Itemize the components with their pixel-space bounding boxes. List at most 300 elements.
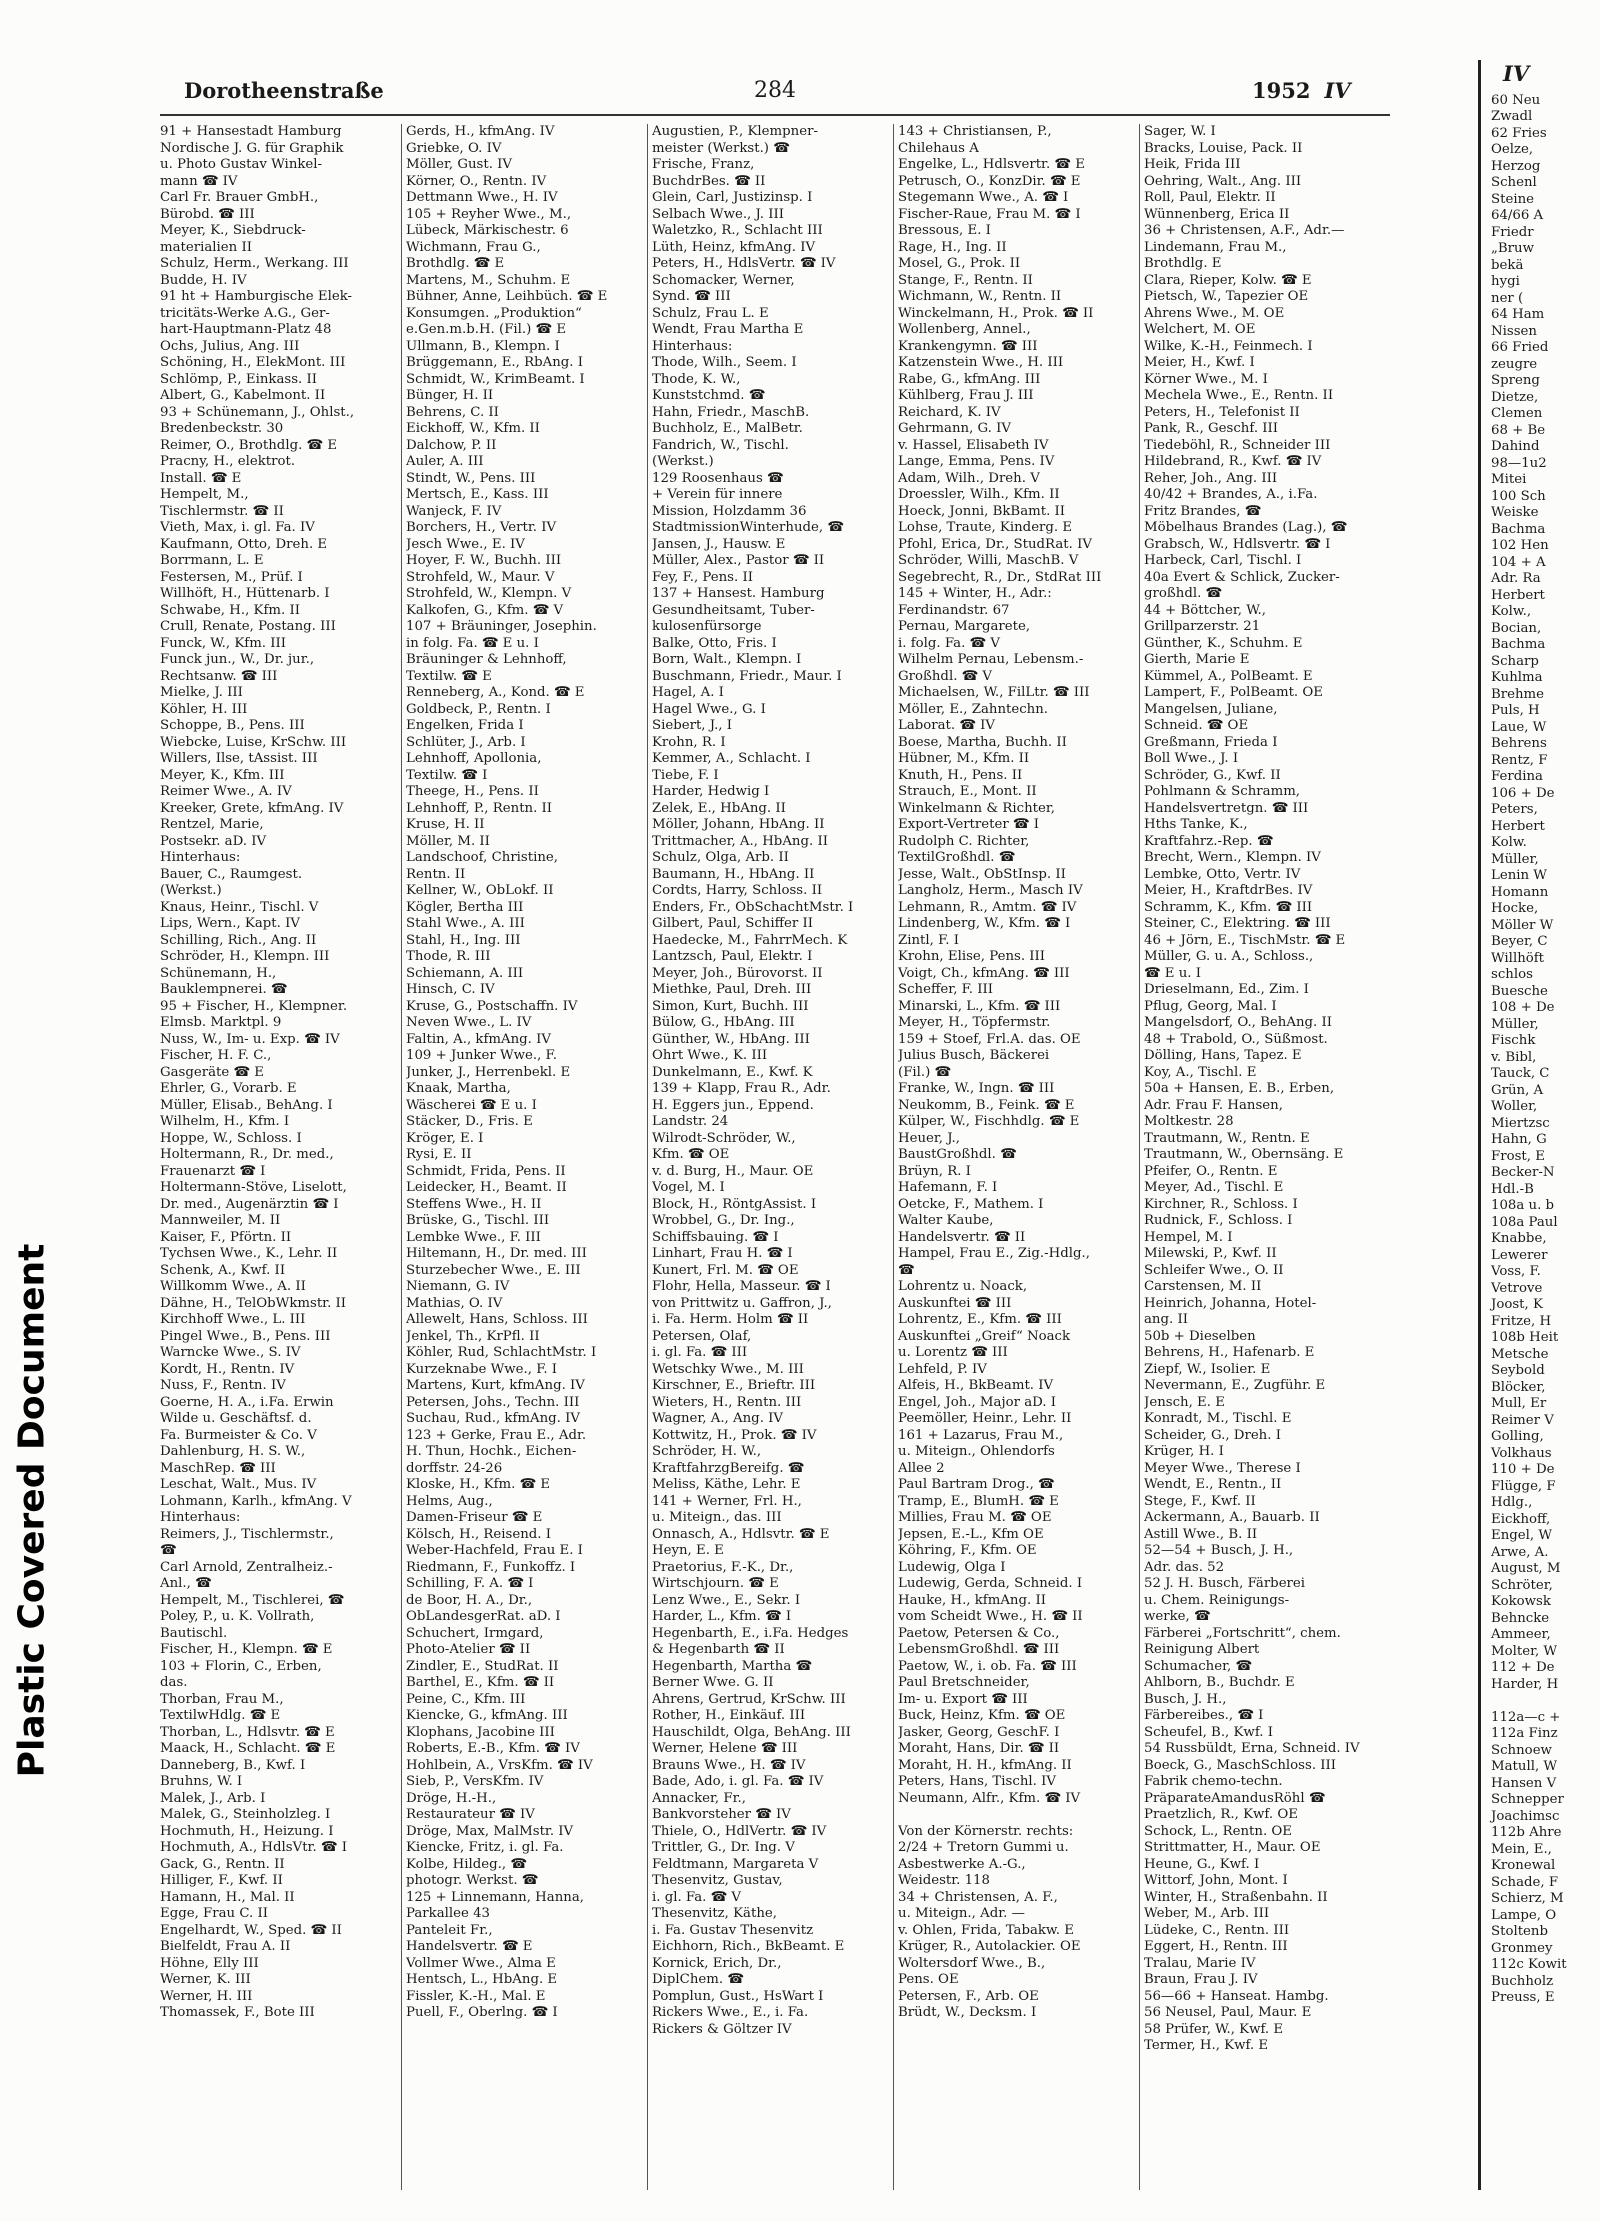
directory-entry: Feldtmann, Margareta V bbox=[652, 1856, 819, 1872]
directory-entry: Oehring, Walt., Ang. III bbox=[1144, 173, 1302, 189]
directory-entry: Mathias, O. IV bbox=[406, 1295, 503, 1311]
next-page-entry: 108a u. b bbox=[1491, 1198, 1555, 1213]
directory-entry: Hinterhaus: bbox=[160, 1510, 241, 1525]
next-page-entry: Preuss, E bbox=[1491, 1990, 1555, 2005]
directory-entry: Panteleit Fr., bbox=[406, 1922, 493, 1938]
next-page-entry: v. Bibl, bbox=[1491, 1049, 1537, 1065]
directory-entry: Annacker, Fr., bbox=[652, 1790, 746, 1806]
directory-entry: u. Miteign., das. III bbox=[652, 1510, 782, 1525]
directory-entry: 54 Russbüldt, Erna, Schneid. IV bbox=[1144, 1741, 1360, 1756]
next-page-lines bbox=[1491, 93, 1600, 2007]
directory-entry: Bade, Ado, i. gl. Fa. ☎ IV bbox=[652, 1774, 824, 1789]
directory-entry: Kühlberg, Frau J. III bbox=[898, 388, 1034, 403]
directory-entry: Schneid. ☎ OE bbox=[1144, 718, 1249, 733]
directory-entry: v. d. Burg, H., Maur. OE bbox=[652, 1163, 814, 1179]
directory-entry: Müller, Alex., Pastor ☎ II bbox=[652, 553, 825, 568]
directory-entry: Roll, Paul, Elektr. II bbox=[1144, 190, 1276, 205]
directory-entry: Lehmann, R., Amtm. ☎ IV bbox=[898, 899, 1077, 915]
directory-entry: Schöning, H., ElekMont. III bbox=[160, 355, 346, 370]
directory-entry: Rudolph C. Richter, bbox=[898, 833, 1030, 849]
directory-entry: Brüggemann, E., RbAng. I bbox=[406, 355, 583, 370]
directory-entry: Meier, H., Kwf. I bbox=[1144, 355, 1255, 370]
directory-page bbox=[160, 72, 1390, 2192]
directory-entry: Krankengymn. ☎ III bbox=[898, 338, 1038, 354]
directory-entry: Auskunftei ☎ III bbox=[898, 1295, 1012, 1311]
directory-entry: Malek, G., Steinholzleg. I bbox=[160, 1807, 331, 1822]
directory-entry: Schröder, H., Klempn. III bbox=[160, 949, 330, 964]
directory-entry: Ahlborn, B., Buchdr. E bbox=[1144, 1675, 1295, 1690]
next-page-entry: Laue, W bbox=[1491, 719, 1547, 735]
directory-entry: Walter Kaube, bbox=[898, 1213, 994, 1228]
directory-entry: Ehrler, G., Vorarb. E bbox=[160, 1081, 297, 1096]
next-page-entry: Fischk bbox=[1491, 1033, 1536, 1048]
directory-entry: Willhöft, H., Hüttenarb. I bbox=[160, 586, 330, 601]
directory-entry: Adam, Wilh., Dreh. V bbox=[898, 470, 1040, 486]
listing-columns bbox=[160, 124, 1390, 2190]
directory-entry: Hagel, A. I bbox=[652, 685, 724, 700]
next-page-entry: Steine bbox=[1491, 191, 1535, 207]
directory-entry: de Boor, H. A., Dr., bbox=[406, 1592, 533, 1608]
directory-entry: Handelsvertr. ☎ E bbox=[406, 1939, 533, 1954]
directory-entry: Harder, Hedwig I bbox=[652, 784, 770, 799]
directory-entry: Theege, H., Pens. II bbox=[406, 784, 539, 799]
directory-entry: Thesenvitz, Gustav, bbox=[652, 1873, 783, 1888]
next-page-entry: Adr. Ra bbox=[1491, 571, 1541, 586]
next-page-entry: Willhöft bbox=[1491, 950, 1545, 966]
directory-entry: Leidecker, H., Beamt. II bbox=[406, 1180, 567, 1195]
next-page-entry: Joost, K bbox=[1491, 1297, 1543, 1312]
directory-entry: Schwabe, H., Kfm. II bbox=[160, 602, 300, 618]
directory-entry: Berner Wwe. G. II bbox=[652, 1675, 774, 1690]
side-label bbox=[8, 940, 56, 2080]
directory-entry: Möller, Gust. IV bbox=[406, 157, 513, 172]
directory-entry: Werner, H. III bbox=[160, 1988, 253, 2004]
directory-entry: 137 + Hansest. Hamburg bbox=[652, 586, 825, 601]
directory-entry: mann ☎ IV bbox=[160, 173, 238, 189]
directory-entry: 40a Evert & Schlick, Zucker- bbox=[1144, 569, 1340, 585]
directory-entry: Helms, Aug., bbox=[406, 1493, 493, 1509]
directory-entry: Günther, K., Schuhm. E bbox=[1144, 635, 1303, 651]
next-page-entry: Blöcker, bbox=[1491, 1379, 1546, 1395]
directory-entry: Glein, Carl, Justizinsp. I bbox=[652, 190, 813, 205]
directory-entry: Kraftfahrz.-Rep. ☎ bbox=[1144, 833, 1274, 849]
directory-entry: MaschRep. ☎ III bbox=[160, 1460, 276, 1476]
directory-entry: Lüdeke, C., Rentn. III bbox=[1144, 1922, 1290, 1938]
directory-entry: Thiele, O., HdlVertr. ☎ IV bbox=[652, 1823, 827, 1839]
directory-entry: 2/24 + Tretorn Gummi u. bbox=[898, 1840, 1069, 1855]
directory-entry: Schomacker, Werner, bbox=[652, 272, 795, 288]
directory-entry: Fey, F., Pens. II bbox=[652, 569, 753, 585]
next-page-entry: Clemen bbox=[1491, 406, 1543, 421]
directory-entry: Koy, A., Tischl. E bbox=[1144, 1064, 1257, 1080]
directory-entry: Allee 2 bbox=[898, 1460, 945, 1476]
directory-entry: Clara, Rieper, Kolw. ☎ E bbox=[1144, 272, 1312, 288]
directory-entry: Kiencke, Fritz, i. gl. Fa. bbox=[406, 1840, 564, 1855]
directory-entry: Köhler, Rud, SchlachtMstr. I bbox=[406, 1345, 597, 1360]
directory-entry: Vogel, M. I bbox=[652, 1180, 725, 1195]
directory-entry: Dettmann Wwe., H. IV bbox=[406, 190, 558, 205]
directory-entry: Thorban, Frau M., bbox=[160, 1691, 284, 1707]
directory-entry: Wieters, H., Rentn. III bbox=[652, 1394, 802, 1410]
directory-entry: Goldbeck, P., Rentn. I bbox=[406, 701, 551, 717]
directory-entry: Crull, Renate, Postang. III bbox=[160, 619, 336, 634]
directory-entry: Festersen, M., Prüf. I bbox=[160, 569, 303, 585]
directory-entry: Ochs, Julius, Ang. III bbox=[160, 338, 300, 354]
directory-entry: Winter, H., Straßenbahn. II bbox=[1144, 1889, 1328, 1905]
directory-entry: Oetcke, F., Mathem. I bbox=[898, 1196, 1044, 1212]
directory-entry: Dröge, H.-H., bbox=[406, 1790, 497, 1806]
directory-entry: Thode, R. III bbox=[406, 949, 491, 964]
directory-entry: Julius Busch, Bäckerei bbox=[898, 1048, 1050, 1063]
next-page-entry: 112c Kowit bbox=[1491, 1957, 1567, 1972]
directory-entry: Wäscherei ☎ E u. I bbox=[406, 1097, 537, 1113]
directory-entry: Jensch, E. E bbox=[1144, 1394, 1225, 1410]
next-page-entry: Hdl.-B bbox=[1491, 1181, 1534, 1197]
column-divider bbox=[893, 124, 894, 2190]
directory-entry: Install. ☎ E bbox=[160, 470, 242, 486]
directory-entry: Hampel, Frau E., Zig.-Hdlg., bbox=[898, 1246, 1090, 1261]
directory-entry: Trittmacher, A., HbAng. II bbox=[652, 833, 828, 849]
directory-entry: Voigt, Ch., kfmAng. ☎ III bbox=[898, 965, 1070, 981]
directory-entry: Lindenberg, W., Kfm. ☎ I bbox=[898, 916, 1071, 931]
directory-entry: Photo-Atelier ☎ II bbox=[406, 1642, 531, 1657]
directory-entry: Willkomm Wwe., A. II bbox=[160, 1279, 306, 1294]
next-page-entry: ner ( bbox=[1491, 290, 1524, 306]
next-page-entry: Lampe, O bbox=[1491, 1907, 1557, 1923]
directory-entry: Adr. Frau F. Hansen, bbox=[1144, 1097, 1283, 1113]
directory-entry: Postsekr. aD. IV bbox=[160, 833, 267, 849]
directory-entry: Kunststchmd. ☎ bbox=[652, 388, 766, 403]
next-page-entry: Engel, W bbox=[1491, 1528, 1553, 1543]
directory-entry: Krüger, R., Autolackier. OE bbox=[898, 1939, 1081, 1954]
next-page-entry: Ammeer, bbox=[1491, 1627, 1551, 1642]
directory-entry: ObLandesgerRat. aD. I bbox=[406, 1609, 561, 1624]
directory-entry: 91 ht + Hamburgische Elek- bbox=[160, 289, 353, 304]
directory-entry: Dr. med., Augenärztin ☎ I bbox=[160, 1196, 339, 1212]
directory-entry: Boll Wwe., J. I bbox=[1144, 751, 1239, 766]
directory-entry: PräparateAmandusRöhl ☎ bbox=[1144, 1790, 1326, 1806]
directory-entry: Stege, F., Kwf. II bbox=[1144, 1493, 1256, 1509]
directory-entry: 103 + Florin, C., Erben, bbox=[160, 1658, 322, 1674]
directory-entry: Mertsch, E., Kass. III bbox=[406, 487, 549, 502]
directory-entry: + Verein für innere bbox=[652, 487, 783, 502]
directory-entry: Schiffsbauing. ☎ I bbox=[652, 1229, 779, 1245]
directory-entry: Stäcker, D., Fris. E bbox=[406, 1114, 533, 1129]
directory-entry: Pens. OE bbox=[898, 1972, 959, 1987]
next-page-entry: Molter, W bbox=[1491, 1643, 1558, 1659]
directory-entry: Lohrentz u. Noack, bbox=[898, 1279, 1028, 1294]
next-page-entry: Scharp bbox=[1491, 653, 1539, 669]
directory-entry: Möller, M. II bbox=[406, 833, 490, 849]
directory-entry: Meyer, Joh., Bürovorst. II bbox=[652, 965, 823, 981]
directory-entry: Waletzko, R., Schlacht III bbox=[652, 223, 823, 238]
directory-entry: StadtmissionWinterhude, ☎ bbox=[652, 520, 844, 535]
next-page-entry: zeugre bbox=[1491, 356, 1538, 372]
directory-entry: ☎ bbox=[898, 1262, 915, 1278]
directory-entry: 56—66 + Hanseat. Hambg. bbox=[1144, 1988, 1329, 2004]
directory-entry: Winckelmann, H., Prok. ☎ II bbox=[898, 305, 1094, 321]
next-page-entry: Friedr bbox=[1491, 224, 1534, 240]
next-page-entry: 68 + Be bbox=[1491, 422, 1546, 438]
directory-entry: Tramp, E., BlumH. ☎ E bbox=[898, 1493, 1059, 1509]
directory-entry: Bürobd. ☎ III bbox=[160, 206, 255, 222]
directory-entry: Mangelsen, Juliane, bbox=[1144, 701, 1278, 717]
directory-entry: Kordt, H., Rentn. IV bbox=[160, 1361, 295, 1377]
directory-entry: Behrens, H., Hafenarb. E bbox=[1144, 1345, 1315, 1360]
directory-entry: Eichhorn, Rich., BkBeamt. E bbox=[652, 1939, 845, 1954]
directory-entry: Pfohl, Erica, Dr., StudRat. IV bbox=[898, 536, 1092, 552]
directory-entry: Franke, W., Ingn. ☎ III bbox=[898, 1081, 1055, 1096]
column-divider bbox=[647, 124, 648, 2190]
directory-entry: Dahlenburg, H. S. W., bbox=[160, 1444, 306, 1459]
directory-entry: Bülow, G., HbAng. III bbox=[652, 1015, 795, 1030]
directory-entry: TextilwHdlg. ☎ E bbox=[160, 1708, 281, 1723]
directory-entry: Rickers Wwe., E., i. Fa. bbox=[652, 2005, 809, 2020]
directory-entry: Schoppe, B., Pens. III bbox=[160, 718, 305, 733]
directory-entry: Faltin, A., kfmAng. IV bbox=[406, 1031, 551, 1047]
directory-entry: Millies, Frau M. ☎ OE bbox=[898, 1510, 1052, 1525]
directory-entry: Stange, F., Rentn. II bbox=[898, 272, 1033, 288]
directory-entry: Hths Tanke, K., bbox=[1144, 817, 1248, 832]
directory-entry: Kirchhoff Wwe., L. III bbox=[160, 1312, 306, 1327]
directory-entry: 161 + Lazarus, Frau M., bbox=[898, 1427, 1064, 1443]
next-page-entry: Stoltenb bbox=[1491, 1924, 1548, 1939]
directory-entry: Engelke, L., Hdlsvertr. ☎ E bbox=[898, 157, 1085, 172]
directory-entry: Dähne, H., TelObWkmstr. II bbox=[160, 1295, 347, 1311]
directory-entry: Welchert, M. OE bbox=[1144, 322, 1256, 337]
directory-entry: das. bbox=[160, 1675, 188, 1690]
directory-entry: Ferdinandstr. 67 bbox=[898, 602, 1010, 618]
directory-entry: Holtermann, R., Dr. med., bbox=[160, 1147, 334, 1162]
next-page-entry: Oelze, bbox=[1491, 142, 1534, 157]
next-page-entry: Herbert bbox=[1491, 818, 1545, 834]
directory-entry: Hegenbarth, Martha ☎ bbox=[652, 1658, 813, 1674]
directory-entry: KraftfahrzgBereifg. ☎ bbox=[652, 1460, 805, 1476]
directory-entry: Weidestr. 118 bbox=[898, 1873, 990, 1888]
directory-entry: Möller, E., Zahntechn. bbox=[898, 701, 1049, 717]
next-page-entry: Lewerer bbox=[1491, 1247, 1548, 1263]
directory-entry: Astill Wwe., B. II bbox=[1144, 1526, 1258, 1542]
directory-entry: Wagner, A., Ang. IV bbox=[652, 1411, 784, 1426]
next-page-entry: Schnepper bbox=[1491, 1792, 1564, 1807]
directory-entry: Damen-Friseur ☎ E bbox=[406, 1510, 543, 1525]
next-page-entry: 112b Ahre bbox=[1491, 1825, 1562, 1840]
next-page-entry: Frost, E bbox=[1491, 1148, 1545, 1164]
directory-entry: Woltersdorf Wwe., B., bbox=[898, 1955, 1046, 1971]
directory-entry: Bressous, E. I bbox=[898, 223, 991, 238]
directory-entry: Dölling, Hans, Tapez. E bbox=[1144, 1048, 1302, 1063]
directory-entry: Bruhns, W. I bbox=[160, 1774, 243, 1789]
directory-entry: Budde, H. IV bbox=[160, 272, 247, 288]
directory-entry: Mechela Wwe., E., Rentn. II bbox=[1144, 388, 1334, 403]
directory-entry: Tralau, Marie IV bbox=[1144, 1955, 1256, 1971]
directory-entry: Schilling, Rich., Ang. II bbox=[160, 932, 317, 948]
next-page-entry: Kolw., bbox=[1491, 604, 1532, 619]
directory-entry: Wilke, K.-H., Feinmech. I bbox=[1144, 338, 1313, 354]
directory-entry: Kellner, W., ObLokf. II bbox=[406, 883, 554, 898]
directory-entry: Klophans, Jacobine III bbox=[406, 1724, 555, 1740]
directory-entry: i. Fa. Gustav Thesenvitz bbox=[652, 1922, 814, 1938]
directory-entry: Meier, H., KraftdrBes. IV bbox=[1144, 883, 1313, 898]
directory-entry: Schulz, Olga, Arb. II bbox=[652, 850, 789, 865]
directory-entry: Hauke, H., kfmAng. II bbox=[898, 1592, 1046, 1608]
directory-entry: Winkelmann & Richter, bbox=[898, 800, 1055, 816]
header-rule bbox=[160, 114, 1390, 116]
directory-entry: Meliss, Käthe, Lehr. E bbox=[652, 1477, 801, 1492]
directory-entry: Krüger, H. I bbox=[1144, 1444, 1224, 1459]
next-page-entry: Volkhaus bbox=[1491, 1445, 1552, 1461]
directory-entry: Jenkel, Th., KrPfl. II bbox=[406, 1328, 540, 1344]
next-page-entry: Nissen bbox=[1491, 323, 1537, 339]
directory-entry: Konsumgen. „Produktion“ bbox=[406, 305, 582, 321]
column-3 bbox=[652, 124, 888, 2190]
next-page-entry: Bachma bbox=[1491, 521, 1546, 537]
next-page-entry: Peters, bbox=[1491, 802, 1538, 817]
directory-entry: Wrobbel, G., Dr. Ing., bbox=[652, 1213, 795, 1228]
directory-entry: Renneberg, A., Kond. ☎ E bbox=[406, 685, 585, 700]
directory-entry: Rickers & Göltzer IV bbox=[652, 2021, 792, 2037]
directory-entry: Zintl, F. I bbox=[898, 932, 959, 948]
directory-entry: u. Photo Gustav Winkel- bbox=[160, 157, 323, 172]
directory-entry: Brauns Wwe., H. ☎ IV bbox=[652, 1757, 806, 1773]
directory-entry: Wilhelm Pernau, Lebensm.- bbox=[898, 652, 1084, 667]
directory-entry: Köhler, H. III bbox=[160, 701, 248, 717]
directory-entry: Braun, Frau J. IV bbox=[1144, 1972, 1258, 1987]
directory-entry: Sturzebecher Wwe., E. III bbox=[406, 1262, 581, 1278]
directory-entry: Thorban, L., Hdlsvtr. ☎ E bbox=[160, 1724, 335, 1740]
directory-entry: Moraht, Hans, Dir. ☎ II bbox=[898, 1741, 1060, 1756]
directory-entry: Gasgeräte ☎ E bbox=[160, 1064, 264, 1080]
directory-entry: u. Chem. Reinigungs- bbox=[1144, 1592, 1290, 1608]
next-page-entry: Möller W bbox=[1491, 917, 1554, 933]
directory-entry: Martens, M., Schuhm. E bbox=[406, 272, 571, 288]
directory-entry: Rabe, G., kfmAng. III bbox=[898, 371, 1041, 387]
directory-entry: Kottwitz, H., Prok. ☎ IV bbox=[652, 1427, 817, 1443]
directory-entry: Parkallee 43 bbox=[406, 1906, 491, 1921]
directory-entry: Körner Wwe., M. I bbox=[1144, 371, 1268, 387]
directory-entry: Kiencke, G., kfmAng. III bbox=[406, 1708, 568, 1723]
directory-entry: Tischlermstr. ☎ II bbox=[160, 503, 284, 519]
directory-entry: 139 + Klapp, Frau R., Adr. bbox=[652, 1081, 831, 1096]
directory-entry: Landschoof, Christine, bbox=[406, 850, 559, 865]
directory-entry: Boeck, G., MaschSchloss. III bbox=[1144, 1757, 1337, 1773]
next-page-entry: Golling, bbox=[1491, 1429, 1544, 1444]
directory-entry: Laborat. ☎ IV bbox=[898, 718, 995, 733]
directory-entry: Carstensen, M. II bbox=[1144, 1279, 1262, 1294]
directory-entry: Elmsb. Marktpl. 9 bbox=[160, 1015, 282, 1030]
directory-entry: Wünnenberg, Erica II bbox=[1144, 206, 1290, 222]
directory-entry: Zindler, E., StudRat. II bbox=[406, 1658, 559, 1674]
page-volume: IV bbox=[1324, 78, 1351, 103]
directory-entry: Selbach Wwe., J. III bbox=[652, 206, 785, 222]
directory-entry: Borchers, H., Vertr. IV bbox=[406, 520, 557, 535]
directory-entry: Reinigung Albert bbox=[1144, 1642, 1260, 1657]
directory-entry: Schlömp, P., Einkass. II bbox=[160, 371, 317, 387]
page-year: 1952 bbox=[1252, 78, 1311, 103]
directory-entry: Reher, Joh., Ang. III bbox=[1144, 470, 1278, 486]
directory-entry: Im- u. Export ☎ III bbox=[898, 1691, 1028, 1707]
next-page-entry: Ferdina bbox=[1491, 769, 1543, 784]
directory-entry: Lembke, Otto, Vertr. IV bbox=[1144, 866, 1301, 882]
directory-entry: i. gl. Fa. ☎ III bbox=[652, 1345, 748, 1360]
next-page-entry: Miertzsc bbox=[1491, 1115, 1550, 1131]
next-page-entry: Grün, A bbox=[1491, 1082, 1544, 1098]
directory-entry: Carl Arnold, Zentralheiz.- bbox=[160, 1559, 333, 1575]
directory-entry: Knuth, H., Pens. II bbox=[898, 767, 1023, 783]
directory-entry: Engelken, Frida I bbox=[406, 718, 524, 733]
directory-entry: Restaurateur ☎ IV bbox=[406, 1807, 535, 1822]
directory-entry: Siebert, J., I bbox=[652, 718, 732, 733]
directory-entry: Tiebe, F. I bbox=[652, 767, 719, 783]
next-page-entry: Brehme bbox=[1491, 686, 1545, 702]
directory-entry: Moltkestr. 28 bbox=[1144, 1114, 1234, 1129]
directory-entry: Cordts, Harry, Schloss. II bbox=[652, 883, 823, 898]
next-page-entry: 108 + De bbox=[1491, 1000, 1555, 1015]
next-page-entry: Weiske bbox=[1491, 505, 1539, 520]
directory-entry: Landstr. 24 bbox=[652, 1114, 729, 1129]
directory-entry: 58 Prüfer, W., Kwf. E bbox=[1144, 2021, 1284, 2037]
directory-entry: Brothdlg. ☎ E bbox=[406, 256, 505, 271]
directory-entry: Funck jun., W., Dr. jur., bbox=[160, 652, 315, 667]
page-header bbox=[160, 72, 1390, 112]
directory-entry: Gerds, H., kfmAng. IV bbox=[406, 124, 555, 139]
directory-entry: Gack, G., Rentn. II bbox=[160, 1856, 285, 1872]
directory-entry: Katzenstein Wwe., H. III bbox=[898, 355, 1064, 370]
directory-entry: 105 + Reyher Wwe., M., bbox=[406, 206, 572, 222]
directory-entry: Ohrt Wwe., K. III bbox=[652, 1048, 768, 1063]
directory-entry: Born, Walt., Klempn. I bbox=[652, 652, 802, 667]
directory-entry: Bautischl. bbox=[160, 1625, 228, 1641]
directory-entry: Lembke Wwe., F. III bbox=[406, 1229, 541, 1245]
directory-entry: Alfeis, H., BkBeamt. IV bbox=[898, 1378, 1054, 1393]
next-page-entry: 60 Neu bbox=[1491, 92, 1541, 108]
directory-entry: Jesse, Walt., ObStInsp. II bbox=[898, 866, 1066, 882]
directory-entry: Suchau, Rud., kfmAng. IV bbox=[406, 1411, 580, 1426]
directory-entry bbox=[898, 1807, 1134, 1824]
next-page-entry: Herbert bbox=[1491, 587, 1545, 603]
directory-entry: Frauenarzt ☎ I bbox=[160, 1163, 266, 1179]
side-label-text: Plastic Covered Document bbox=[11, 1243, 53, 1777]
directory-entry: Hoeck, Jonni, BkBamt. II bbox=[898, 503, 1066, 519]
directory-entry: Funck, W., Kfm. III bbox=[160, 635, 287, 651]
next-page-entry: 108a Paul bbox=[1491, 1214, 1558, 1230]
directory-entry: Günther, W., HbAng. III bbox=[652, 1031, 810, 1047]
directory-entry: Allewelt, Hans, Schloss. III bbox=[406, 1312, 588, 1327]
next-page-entry: Dietze, bbox=[1491, 389, 1539, 405]
next-page-entry: Homann bbox=[1491, 884, 1549, 900]
directory-entry: Kögler, Bertha III bbox=[406, 899, 524, 915]
next-page-entry: Müller, bbox=[1491, 1016, 1539, 1032]
directory-entry: Dunkelmann, E., Kwf. K bbox=[652, 1064, 813, 1080]
directory-entry: 95 + Fischer, H., Klempner. bbox=[160, 998, 348, 1014]
next-page-entry: Hahn, G bbox=[1491, 1132, 1547, 1147]
directory-entry: Textilw. ☎ E bbox=[406, 668, 492, 684]
next-page-entry: Harder, H bbox=[1491, 1676, 1559, 1692]
directory-entry: Harder, L., Kfm. ☎ I bbox=[652, 1609, 792, 1624]
directory-entry: Segebrecht, R., Dr., StdRat III bbox=[898, 569, 1102, 585]
next-page-edge bbox=[1478, 60, 1600, 2190]
directory-entry: 109 + Junker Wwe., F. bbox=[406, 1048, 557, 1063]
directory-entry: Hübner, M., Kfm. II bbox=[898, 751, 1030, 766]
next-page-entry: 64/66 A bbox=[1491, 208, 1544, 223]
directory-entry: Hildebrand, R., Kwf. ☎ IV bbox=[1144, 454, 1322, 469]
column-divider bbox=[401, 124, 402, 2190]
next-page-entry: Hansen V bbox=[1491, 1775, 1557, 1791]
directory-entry: Buschmann, Friedr., Maur. I bbox=[652, 668, 842, 684]
directory-entry: Fissler, K.-H., Mal. E bbox=[406, 1988, 546, 2004]
directory-entry: hart-Hauptmann-Platz 48 bbox=[160, 322, 332, 337]
directory-entry: Kemmer, A., Schlacht. I bbox=[652, 751, 811, 766]
